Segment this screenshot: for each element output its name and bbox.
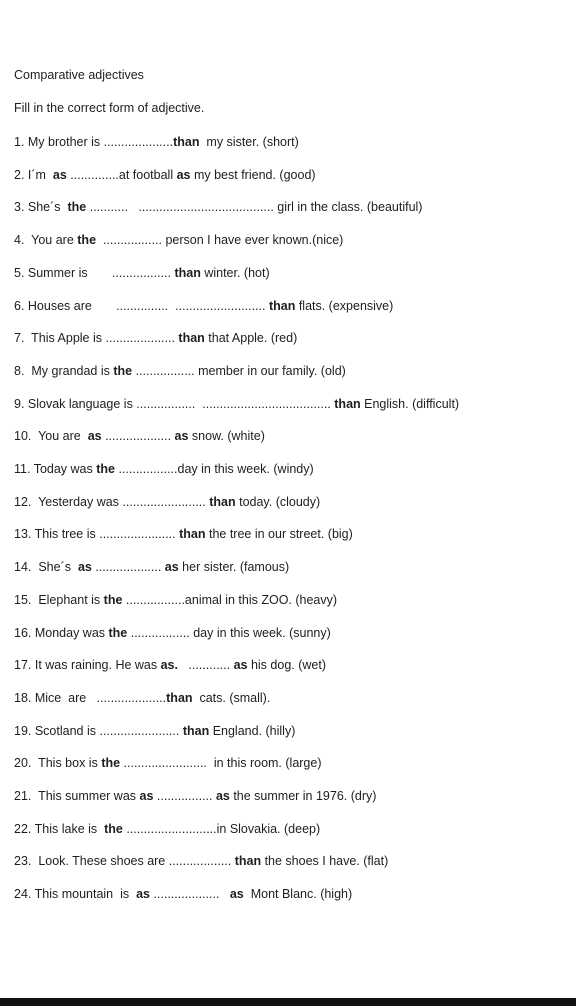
bottom-edge-bar (0, 998, 576, 1006)
sentence-text: 16. Monday was (14, 625, 109, 640)
sentence-text: ................. day in this week. (sunny) (127, 625, 331, 640)
exercise-item (14, 723, 295, 739)
sentence-text: 7. This Apple is .................... (14, 331, 179, 346)
exercise-item (14, 625, 331, 641)
exercise-item (14, 232, 343, 248)
sentence-text: 4. You are (14, 233, 78, 248)
keyword-text: as (52, 167, 67, 182)
sentence-text: 12. Yesterday was ........................ (14, 494, 210, 509)
exercise-item (14, 265, 270, 281)
exercise-item (14, 199, 422, 215)
sentence-text: 17. It was raining. He was (14, 658, 161, 673)
exercise-item (14, 788, 376, 804)
sentence-text: 21. This summer was (14, 789, 140, 803)
keyword-text: as (87, 429, 102, 444)
worksheet-instruction: Fill in the correct form of adjective. (14, 101, 205, 115)
sentence-text: her sister. (famous) (178, 560, 290, 575)
exercise-item (14, 592, 337, 608)
exercise-item (14, 853, 388, 869)
keyword-text: than (174, 265, 201, 280)
keyword-text: than (268, 298, 296, 313)
keyword-text: than (334, 396, 361, 411)
sentence-text: cats. (small). (192, 690, 271, 705)
sentence-text: my sister. (short) (199, 135, 299, 149)
keyword-text: as (164, 560, 179, 575)
sentence-text: Mont Blanc. (high) (243, 887, 353, 902)
keyword-text: as (136, 887, 150, 902)
sentence-text: ................... (101, 429, 175, 444)
exercise-item (14, 494, 320, 510)
keyword-text: as (233, 658, 248, 673)
sentence-text: ........... ....................................... girl in the class. (beautiful) (86, 200, 423, 215)
exercise-item (14, 134, 299, 150)
sentence-text: 9. Slovak language is ................. ..................................... (14, 396, 335, 411)
keyword-text: than (166, 690, 193, 705)
sentence-text: 15. Elephant is (14, 592, 104, 607)
sentence-text: ................... (149, 887, 230, 902)
sentence-text: 6. Houses are ............... .......................... (14, 298, 269, 313)
keyword-text: than (182, 723, 210, 738)
sentence-text: ................. member in our family. (old) (132, 363, 346, 378)
sentence-text: flats. (expensive) (295, 298, 394, 313)
keyword-text: the (108, 625, 128, 640)
keyword-text: as (139, 789, 154, 803)
sentence-text: ................... (91, 560, 165, 575)
keyword-text: as (174, 429, 189, 444)
keyword-text: as (229, 887, 244, 902)
sentence-text: the summer in 1976. (dry) (229, 789, 377, 803)
sentence-text: that Apple. (red) (204, 331, 298, 346)
keyword-text: the (103, 592, 123, 607)
exercise-item (14, 526, 353, 542)
sentence-text: ..........................in Slovakia. (deep) (122, 821, 321, 836)
sentence-text: winter. (hot) (200, 265, 270, 280)
keyword-text: the (77, 233, 97, 248)
sentence-text: ............ (178, 658, 234, 673)
keyword-text: as (215, 789, 230, 803)
exercise-item (14, 298, 393, 314)
exercise-item (14, 363, 346, 379)
sentence-text: 23. Look. These shoes are .................. (14, 854, 235, 869)
worksheet-title: Comparative adjectives (14, 68, 144, 82)
sentence-text: 11. Today was (14, 462, 97, 476)
sentence-text: my best friend. (good) (190, 167, 316, 182)
exercise-item (14, 886, 352, 902)
keyword-text: the (101, 756, 121, 771)
keyword-text: than (178, 331, 205, 346)
sentence-text: England. (hilly) (209, 723, 296, 738)
sentence-text: 13. This tree is ...................... (14, 527, 180, 542)
keyword-text: as (176, 167, 191, 182)
sentence-text: 22. This lake is (14, 821, 105, 836)
sentence-text: 5. Summer is ................. (14, 265, 175, 280)
keyword-text: than (173, 135, 200, 149)
exercise-item (14, 755, 322, 771)
sentence-text: ........................ in this room. (large) (120, 756, 322, 771)
sentence-text: 19. Scotland is ....................... (14, 723, 183, 738)
sentence-text: 18. Mice are .................... (14, 690, 167, 705)
sentence-text: 14. She´s (14, 560, 78, 575)
keyword-text: the (104, 821, 123, 836)
sentence-text: ................. person I have ever known.(nice) (96, 233, 344, 248)
sentence-text: 8. My grandad is (14, 363, 114, 378)
exercise-item (14, 330, 297, 346)
sentence-text: 24. This mountain is (14, 887, 137, 902)
sentence-text: 2. I´m (14, 167, 53, 182)
exercise-item (14, 461, 314, 477)
sentence-text: 10. You are (14, 429, 88, 444)
keyword-text: the (67, 200, 87, 215)
exercise-item (14, 690, 270, 706)
keyword-text: as. (160, 658, 178, 673)
keyword-text: than (234, 854, 262, 869)
sentence-text: the shoes I have. (flat) (261, 854, 389, 869)
exercise-item (14, 657, 326, 673)
sentence-text: .................day in this week. (windy) (114, 462, 314, 476)
sentence-text: 3. She´s (14, 200, 68, 215)
exercise-item (14, 559, 289, 575)
exercise-item (14, 167, 316, 183)
sentence-text: .................animal in this ZOO. (heavy) (122, 592, 338, 607)
sentence-text: his dog. (wet) (247, 658, 326, 673)
keyword-text: as (77, 560, 92, 575)
keyword-text: than (209, 494, 236, 509)
sentence-text: the tree in our street. (big) (205, 527, 353, 542)
exercise-item (14, 821, 320, 837)
sentence-text: 1. My brother is .................... (14, 135, 174, 149)
sentence-text: ................ (153, 789, 216, 803)
exercise-item (14, 396, 459, 412)
keyword-text: the (113, 363, 133, 378)
sentence-text: English. (difficult) (360, 396, 460, 411)
sentence-text: ..............at football (66, 167, 177, 182)
sentence-text: 20. This box is (14, 756, 102, 771)
keyword-text: than (179, 527, 206, 542)
keyword-text: the (96, 462, 115, 476)
sentence-text: today. (cloudy) (235, 494, 321, 509)
exercise-item (14, 428, 265, 444)
sentence-text: snow. (white) (188, 429, 265, 444)
